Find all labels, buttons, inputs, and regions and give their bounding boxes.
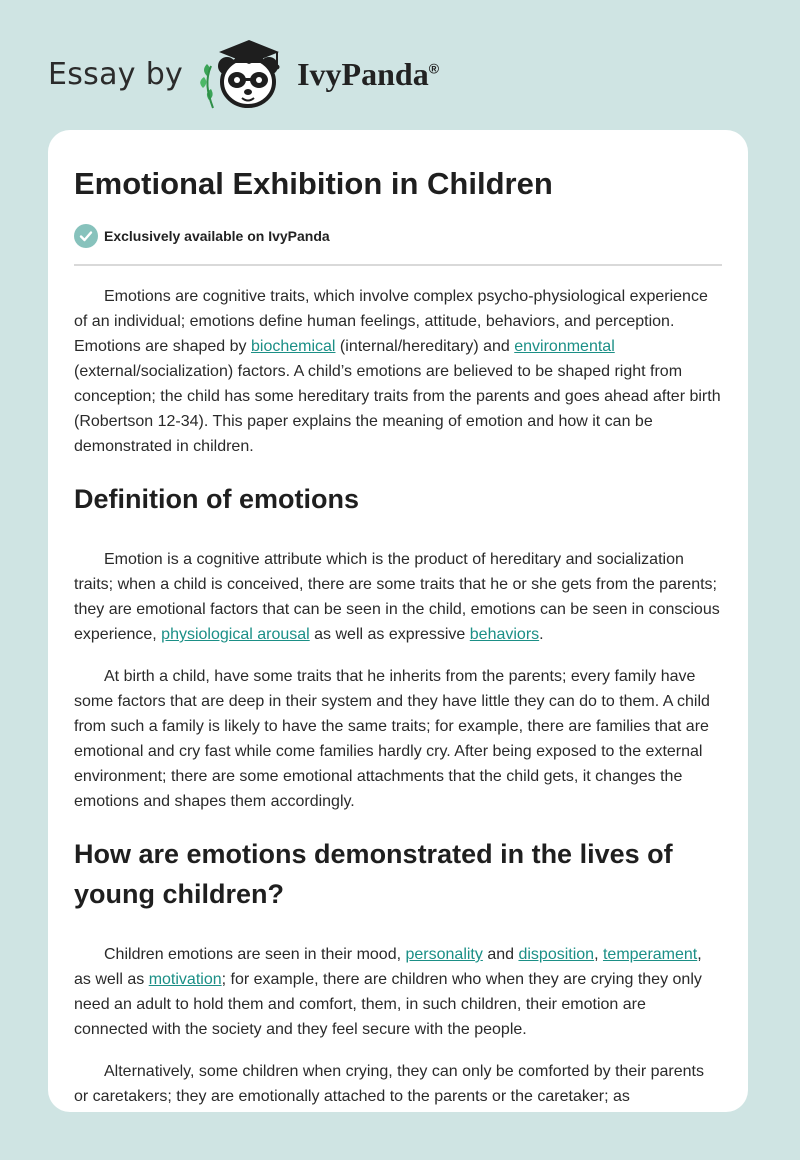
panda-logo-icon[interactable] — [197, 36, 293, 112]
link-personality[interactable]: personality — [405, 946, 483, 963]
demonstration-paragraph-1: Children emotions are seen in their mood, personality and disposition, temperament, as well as motivation; for example, there are children who when they are crying they only need an adult to hold them and comfort, them, in such children, their emotion are connected with the society and they feel secure with the people. — [74, 946, 702, 1038]
demonstration-paragraph-2: Alternatively, some children when crying, they can only be comforted by their parents or caretakers; they are emotionally attached to the parents or the caretaker; as — [74, 1063, 704, 1105]
divider — [74, 264, 722, 266]
check-icon — [74, 224, 98, 248]
link-temperament[interactable]: temperament — [602, 946, 698, 963]
exclusive-badge-text: Exclusively available on IvyPanda — [104, 228, 330, 244]
link-disposition[interactable]: disposition — [518, 946, 595, 963]
link-behaviors[interactable]: behaviors — [469, 626, 540, 643]
site-header — [48, 36, 439, 112]
link-physiological-arousal[interactable]: physiological arousal — [161, 626, 310, 643]
exclusive-badge — [74, 222, 722, 250]
definition-paragraph-2: At birth a child, have some traits that he inherits from the parents; every family have some factors that are deep in their system and they have little they can do to them. A child from such a family is likely to have the same traits; for example, there are families that are emotional and cry fast while come families hardly cry. After being exposed to the external environment; there are some emotional attachments that the child gets, it changes the emotions and shapes them accordingly. — [74, 668, 710, 810]
link-biochemical[interactable]: biochemical — [251, 338, 336, 355]
page-title: Emotional Exhibition in Children — [74, 166, 553, 201]
link-environmental[interactable]: environmental — [514, 338, 615, 355]
brand-name[interactable]: IvyPanda® — [297, 55, 440, 92]
section-heading-definition: Definition of emotions — [74, 484, 359, 514]
article-card — [48, 130, 748, 1112]
brand-prefix: Essay by — [48, 56, 184, 92]
section-heading-demonstration: How are emotions demonstrated in the lives of young children? — [74, 839, 673, 909]
definition-paragraph-1: Emotion is a cognitive attribute which is the product of hereditary and socialization traits; when a child is conceived, there are some traits that he or she gets from the parents; they are emotional factors that can be seen in the child, emotions can be seen in conscious experience, physiological arousal as well as expressive behaviors. — [74, 551, 720, 643]
link-motivation[interactable]: motivation — [148, 971, 222, 988]
intro-paragraph: Emotions are cognitive traits, which involve complex psycho-physiological experience of an individual; emotions define human feelings, attitude, behaviors, and perception. Emotions are shaped by biochemical (internal/hereditary) and environmental (external/socialization) factors. A child’s emotions are believed to be shaped right from conception; the child has some hereditary traits from the parents and goes ahead after birth (Robertson 12-34). This paper explains the meaning of emotion and how it can be demonstrated in children. — [74, 288, 721, 455]
